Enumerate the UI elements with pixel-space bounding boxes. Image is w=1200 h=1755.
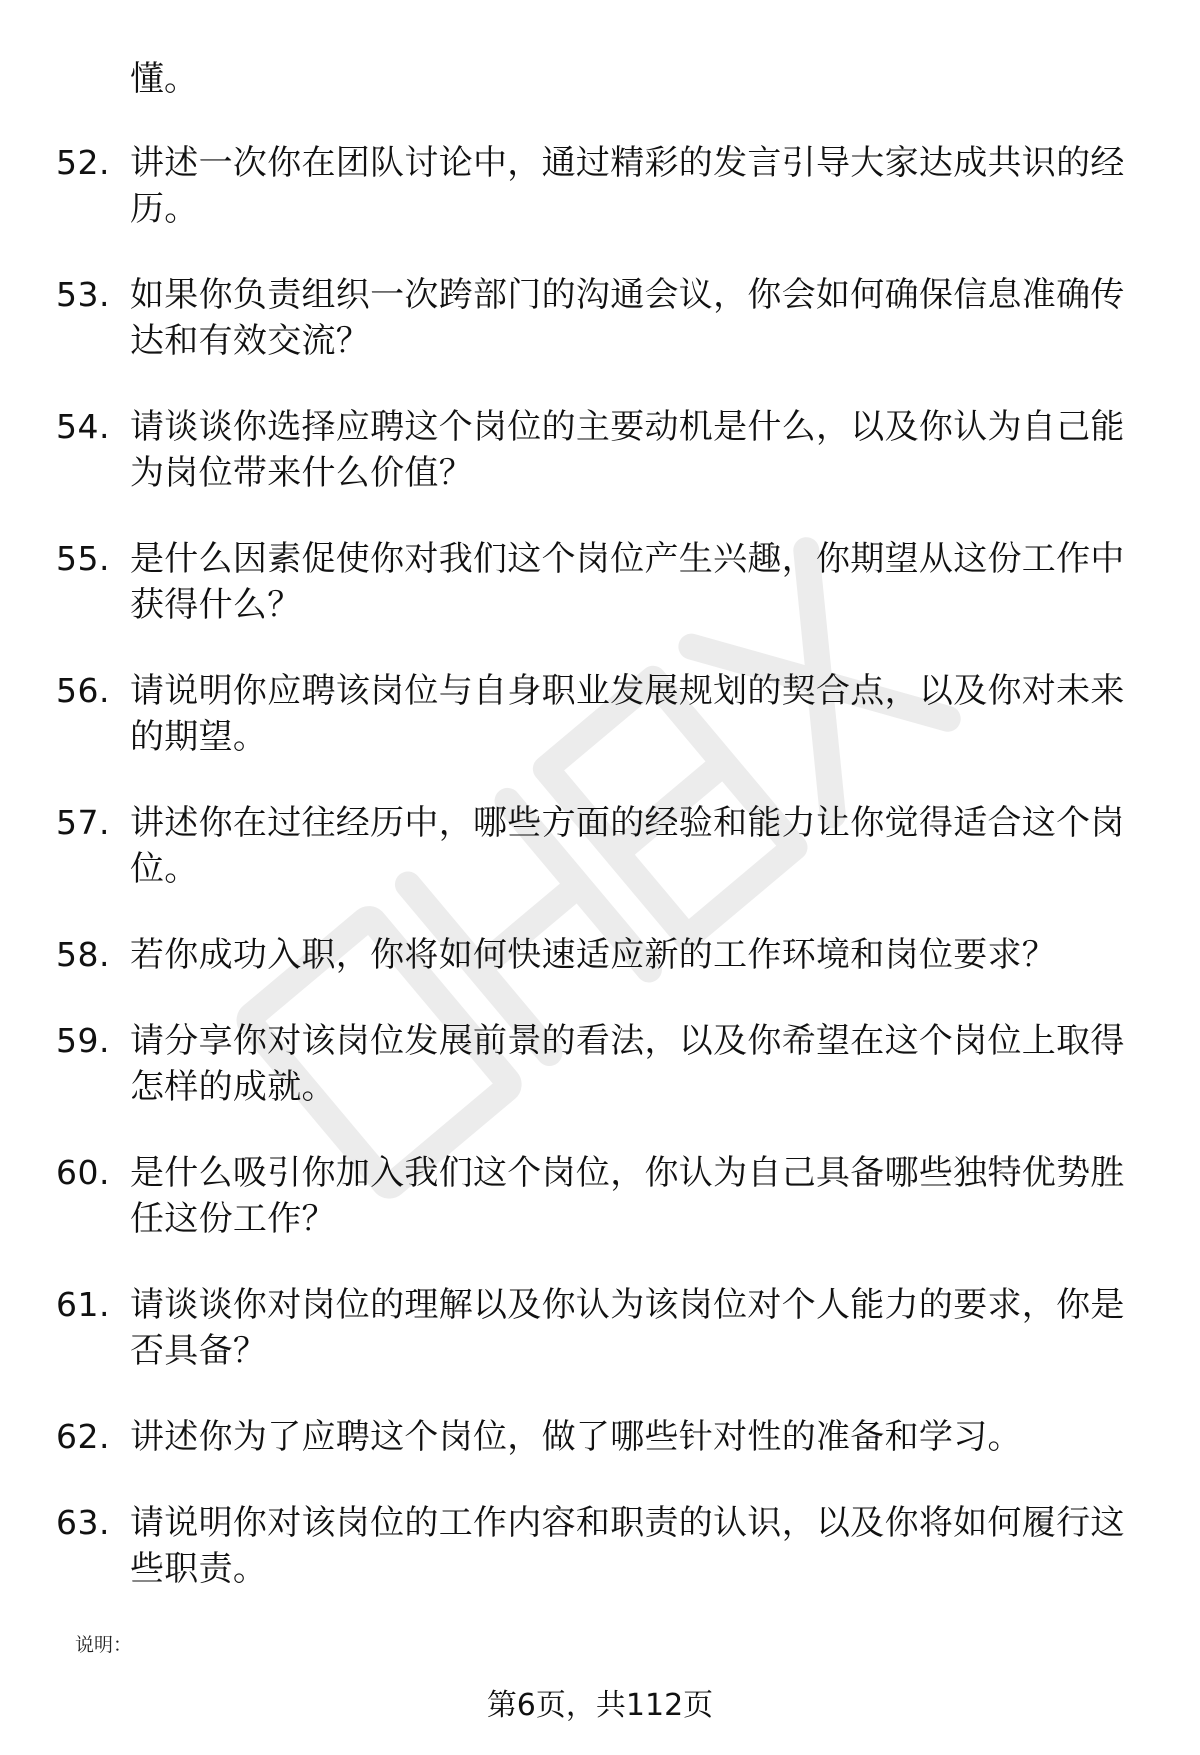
question-text: 讲述你为了应聘这个岗位，做了哪些针对性的准备和学习。	[130, 1417, 1022, 1457]
question-number: 60.	[56, 1153, 110, 1192]
question-number: 62.	[56, 1417, 110, 1456]
question-item	[0, 1414, 1140, 1460]
question-item	[0, 1150, 1140, 1242]
question-item	[0, 272, 1140, 364]
question-text: 如果你负责组织一次跨部门的沟通会议，你会如何确保信息准确传达和有效交流？	[130, 275, 1125, 361]
question-item	[0, 668, 1140, 760]
question-number: 54.	[56, 407, 110, 446]
question-text: 讲述一次你在团队讨论中，通过精彩的发言引导大家达成共识的经历。	[130, 143, 1125, 229]
question-item	[0, 140, 1140, 232]
question-number: 57.	[56, 803, 110, 842]
question-item	[0, 1500, 1140, 1592]
question-text: 是什么因素促使你对我们这个岗位产生兴趣，你期望从这份工作中获得什么？	[130, 539, 1125, 625]
question-text: 请说明你对该岗位的工作内容和职责的认识，以及你将如何履行这些职责。	[130, 1503, 1125, 1589]
page-footer: 第6页，共112页	[486, 1688, 714, 1723]
question-number: 55.	[56, 539, 110, 578]
question-text: 请说明你应聘该岗位与自身职业发展规划的契合点，以及你对未来的期望。	[130, 671, 1125, 757]
question-number: 59.	[56, 1021, 110, 1060]
question-number: 52.	[56, 143, 110, 182]
question-number: 63.	[56, 1503, 110, 1542]
question-text: 请谈谈你选择应聘这个岗位的主要动机是什么，以及你认为自己能为岗位带来什么价值？	[130, 407, 1125, 493]
question-text: 是什么吸引你加入我们这个岗位，你认为自己具备哪些独特优势胜任这份工作？	[130, 1153, 1125, 1239]
question-text: 请分享你对该岗位发展前景的看法，以及你希望在这个岗位上取得怎样的成就。	[130, 1021, 1125, 1107]
question-text: 讲述你在过往经历中，哪些方面的经验和能力让你觉得适合这个岗位。	[130, 803, 1125, 889]
question-text: 若你成功入职，你将如何快速适应新的工作环境和岗位要求？	[130, 935, 1057, 975]
question-item	[0, 932, 1140, 978]
question-item	[0, 1018, 1140, 1110]
question-item	[0, 800, 1140, 892]
question-item	[0, 536, 1140, 628]
question-number: 53.	[56, 275, 110, 314]
question-number: 56.	[56, 671, 110, 710]
question-text: 请谈谈你对岗位的理解以及你认为该岗位对个人能力的要求，你是否具备？	[130, 1285, 1125, 1371]
note-label: 说明：	[75, 1634, 133, 1656]
question-number: 58.	[56, 935, 110, 974]
question-number: 61.	[56, 1285, 110, 1324]
question-item	[0, 1282, 1140, 1374]
continuation-text: 懂。	[130, 59, 198, 99]
question-item	[0, 404, 1140, 496]
question-list	[0, 140, 1200, 1632]
